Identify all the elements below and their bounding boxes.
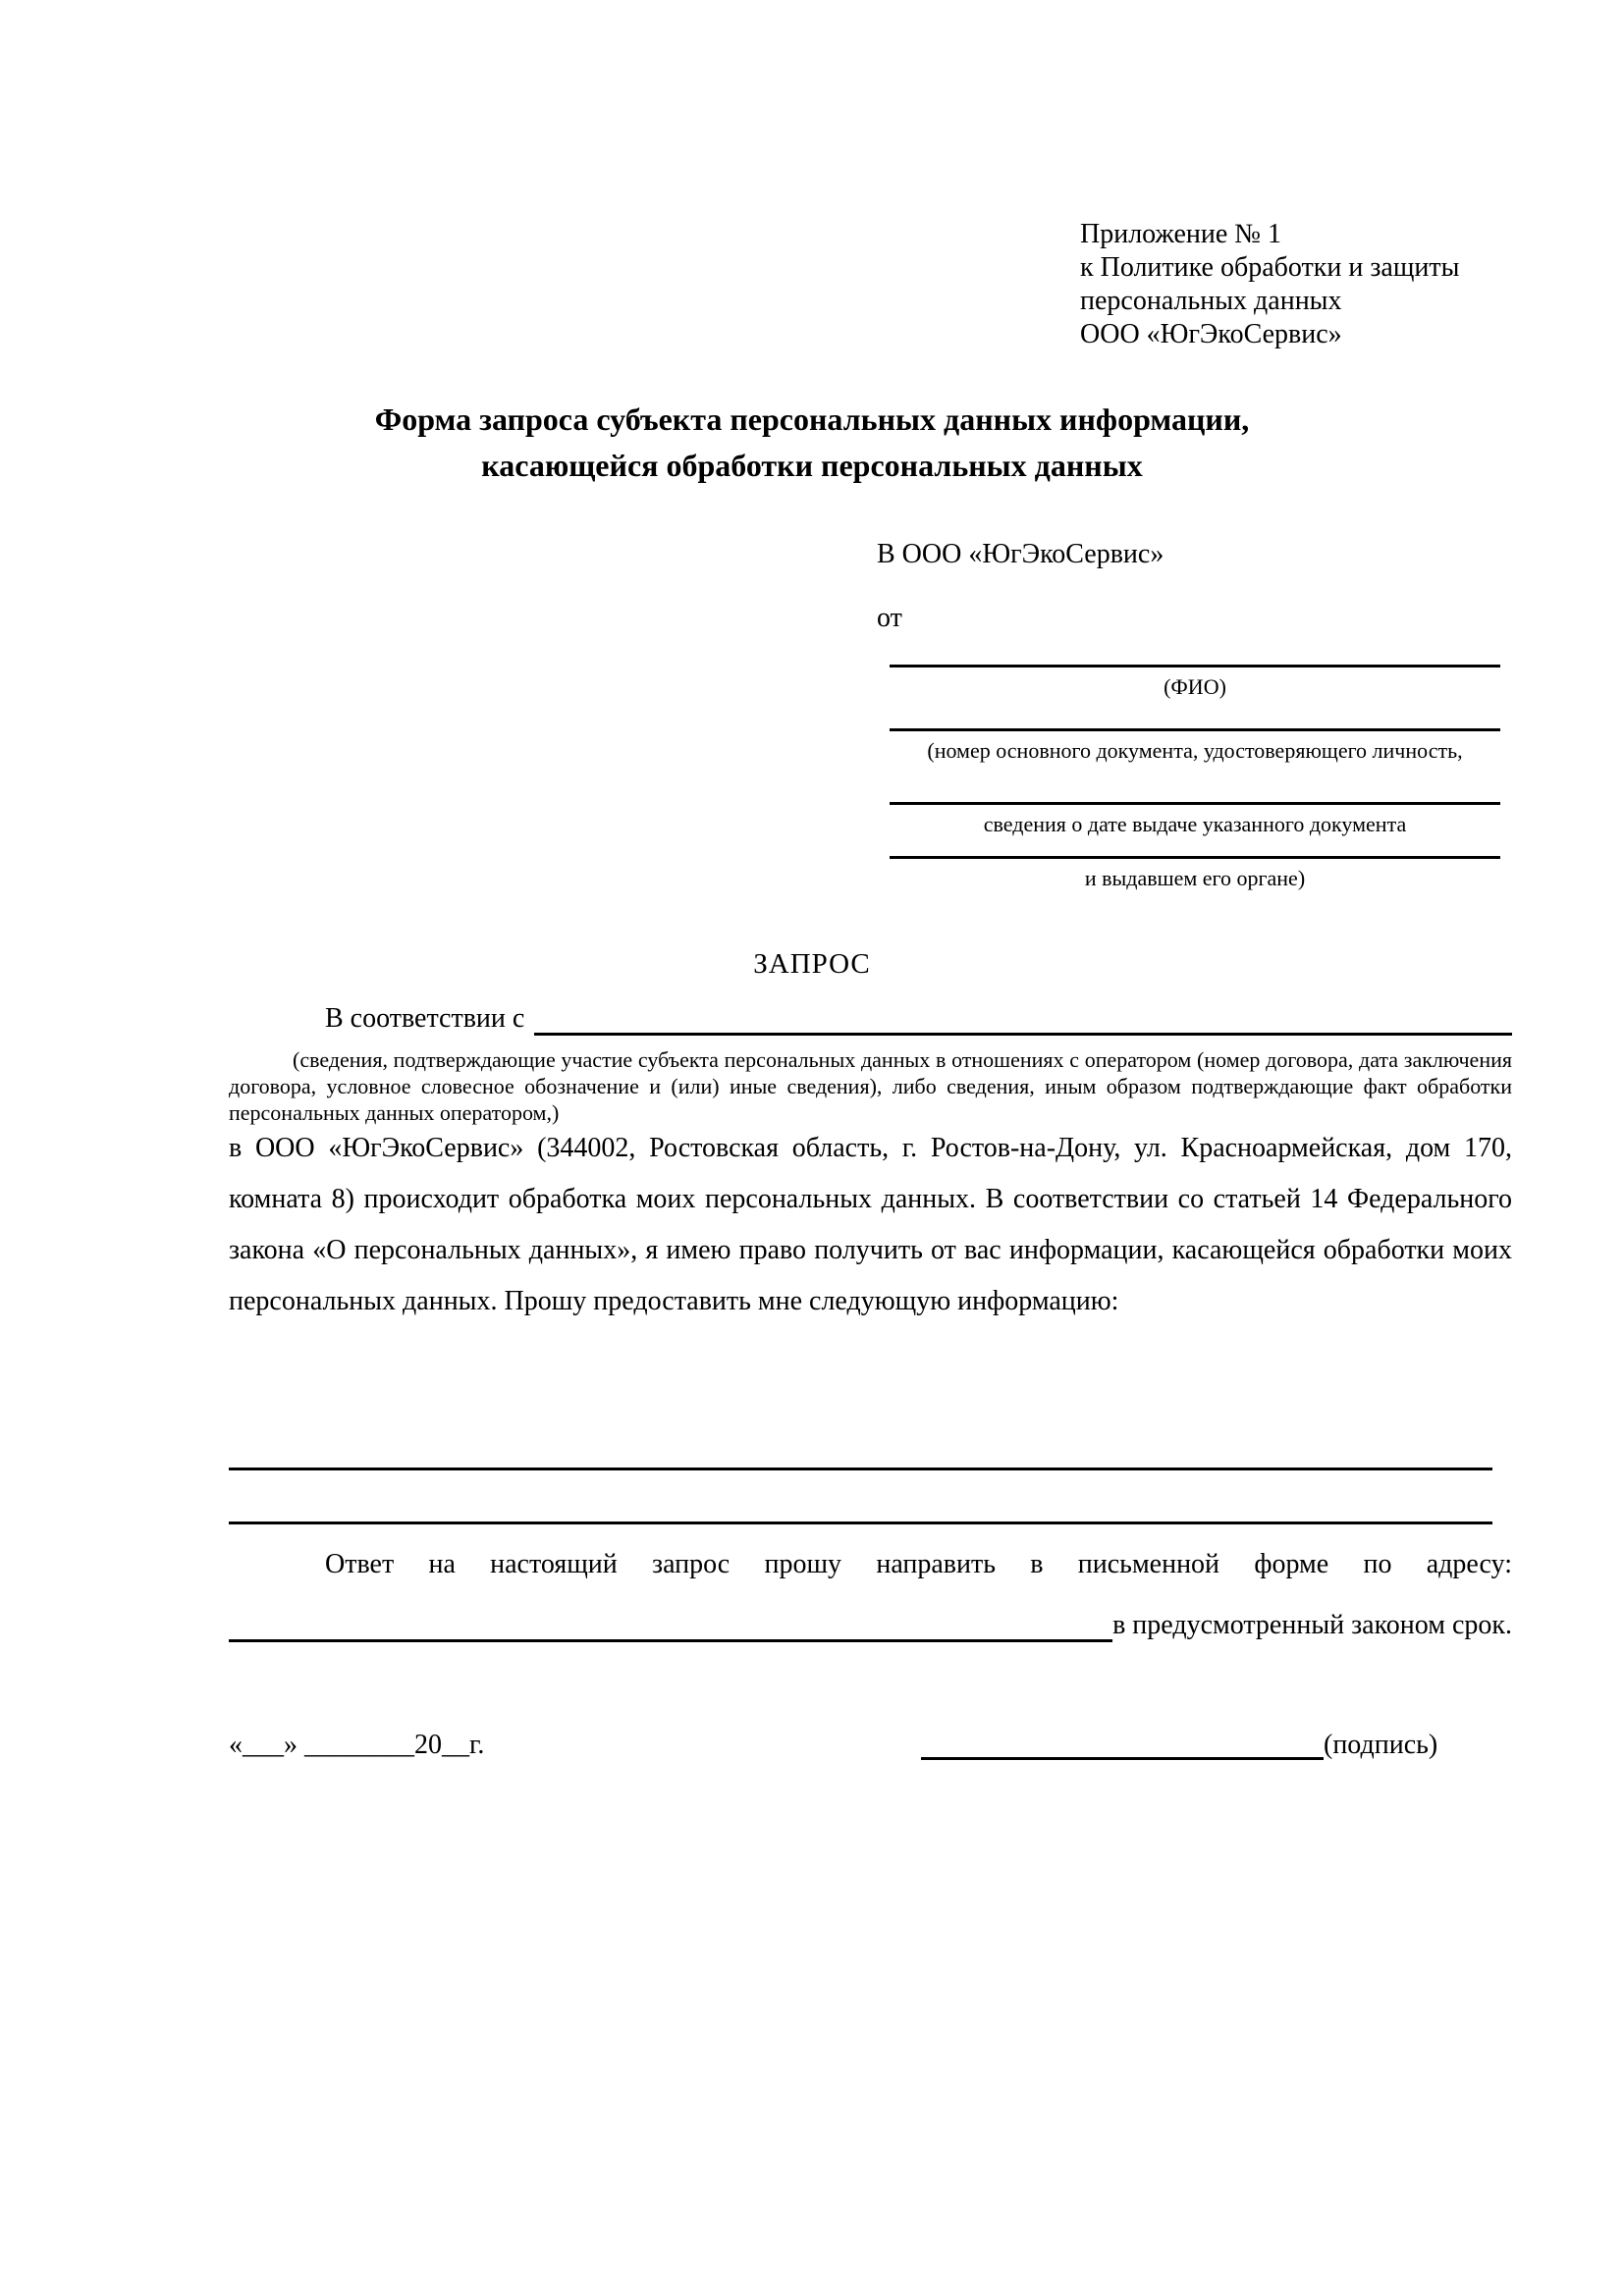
reply-line: Ответ на настоящий запрос прошу направить в письменной форме по адресу: xyxy=(325,1549,1512,1579)
info-blank-line-1 xyxy=(229,1468,1492,1470)
reply-address-row xyxy=(229,1608,1512,1647)
addressee-from-label: от xyxy=(877,603,902,633)
issue-date-caption: сведения о дате выдаче указанного документа xyxy=(983,812,1407,836)
signature-caption: (подпись) xyxy=(1324,1730,1438,1760)
date-blank: «___» ________20__г. xyxy=(229,1730,485,1760)
info-blank-line-2 xyxy=(229,1522,1492,1524)
issuing-authority-blank-line xyxy=(890,856,1500,859)
signature-blank-line xyxy=(921,1757,1324,1760)
issuing-authority-caption: и выдавшем его органе) xyxy=(1084,866,1306,890)
appendix-header-line: персональных данных xyxy=(1080,286,1342,316)
intro-label: В соответствии с xyxy=(325,1003,525,1034)
document-title xyxy=(0,397,1624,489)
intro-line xyxy=(229,1001,1512,1041)
document-number-blank-line xyxy=(890,728,1500,731)
footnote-text: (сведения, подтверждающие участие субъекта персональных данных в отношениях с оператором (номер договора, дата заключения договора, условное словесное обозначение и (или) иные сведения), либо сведения, иным образом подтверждающие факт обработки персональных данных оператором,) xyxy=(229,1047,1512,1125)
appendix-header xyxy=(1080,218,1459,351)
body-paragraph: в ООО «ЮгЭкоСервис» (344002, Ростовская область, г. Ростов-на-Дону, ул. Красноармейская, дом 170, комната 8) происходит обработка моих персональных данных. В соответствии со статьей 14 Федерального закона «О персональных данных», я имею право получить от вас информации, касающейся обработки моих персональных данных. Прошу предоставить мне следующую информацию: xyxy=(229,1133,1512,1316)
issue-date-blank-line xyxy=(890,802,1500,805)
document-title-line1: Форма запроса субъекта персональных данных информации, xyxy=(374,401,1250,437)
fio-blank-line xyxy=(890,665,1500,667)
addressee-to: В ООО «ЮгЭкоСервис» xyxy=(877,539,1164,569)
intro-blank-line xyxy=(534,1001,1512,1036)
fio-caption: (ФИО) xyxy=(1164,674,1226,699)
document-title-line2: касающейся обработки персональных данных xyxy=(481,448,1143,483)
document-number-caption: (номер основного документа, удостоверяющего личность, xyxy=(927,738,1463,763)
appendix-header-line: ООО «ЮгЭкоСервис» xyxy=(1080,319,1342,349)
address-blank-line xyxy=(229,1608,1112,1642)
request-heading: ЗАПРОС xyxy=(753,948,871,980)
reply-tail: в предусмотренный законом срок. xyxy=(1112,1610,1512,1640)
appendix-header-line: к Политике обработки и защиты xyxy=(1080,252,1460,283)
appendix-header-line: Приложение № 1 xyxy=(1080,219,1281,249)
